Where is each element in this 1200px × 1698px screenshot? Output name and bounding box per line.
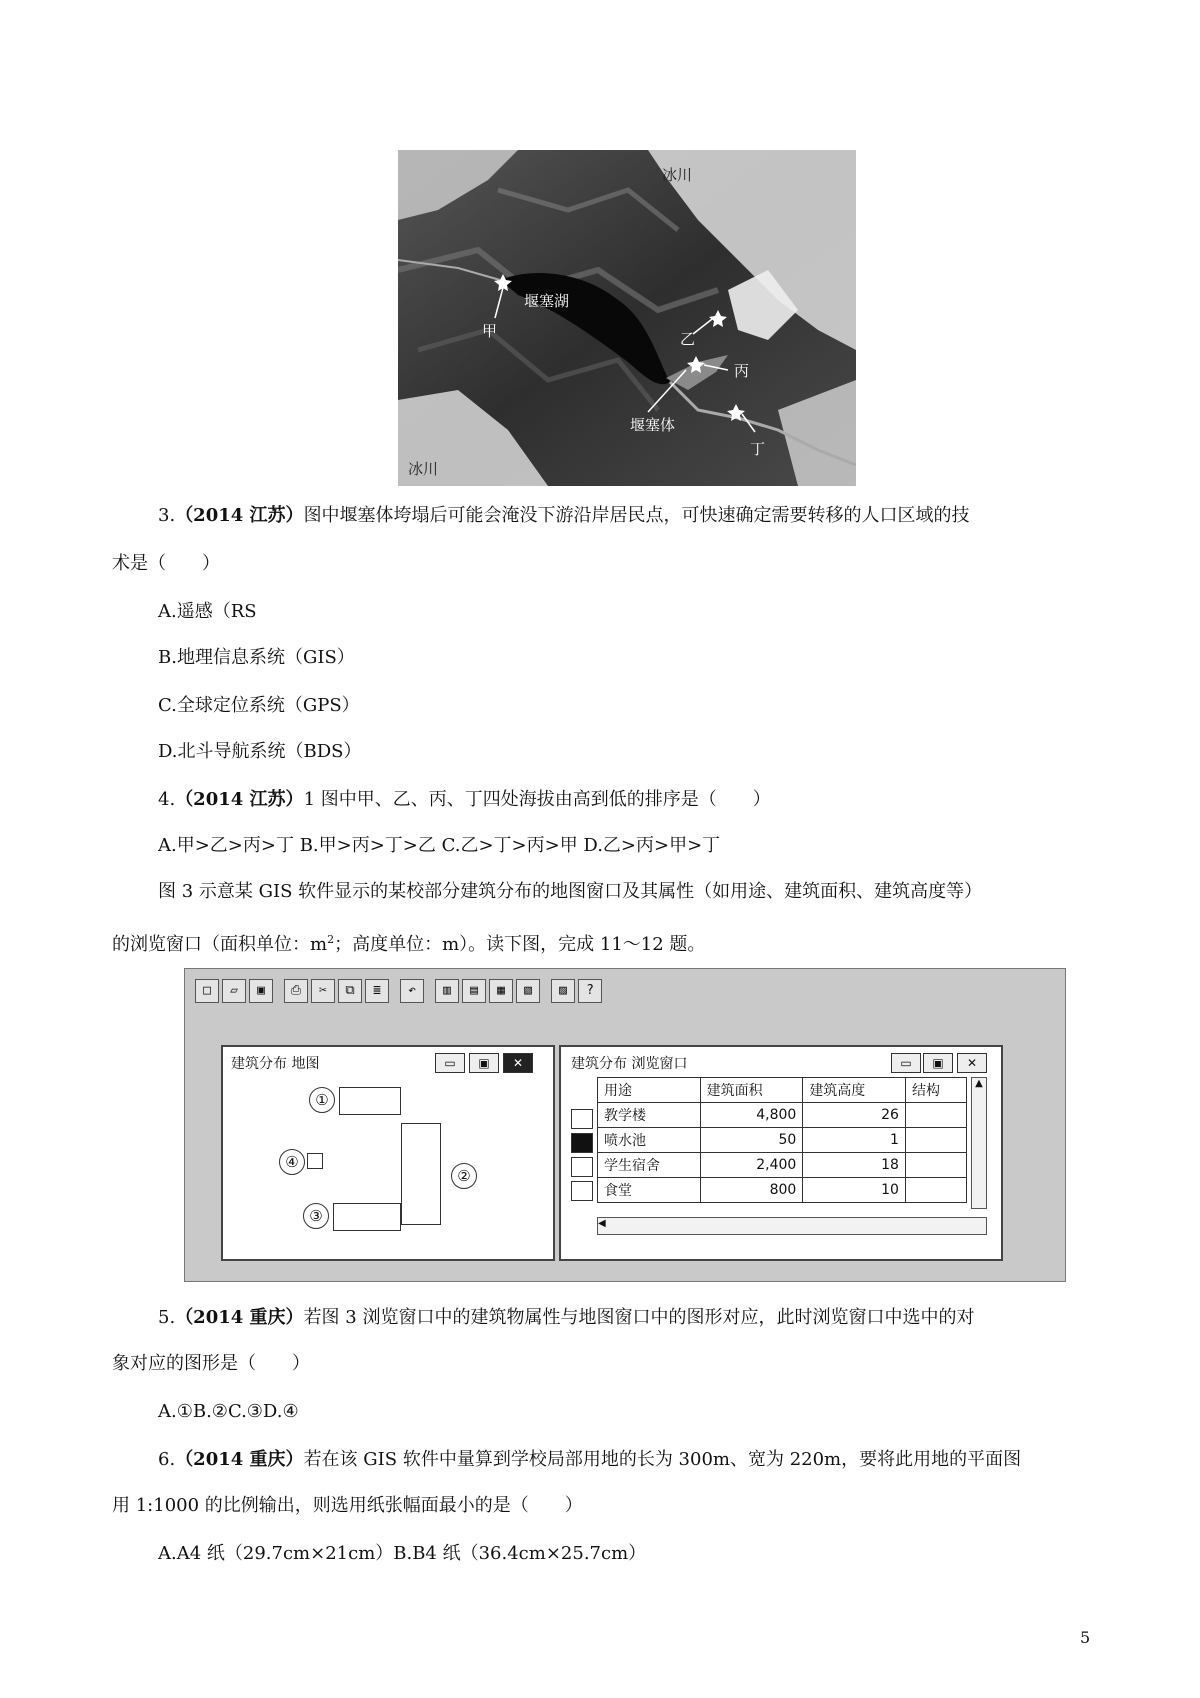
cell-area: 800 (700, 1178, 803, 1203)
col-header-area[interactable]: 建筑面积 (700, 1078, 803, 1103)
cell-area: 2,400 (700, 1153, 803, 1178)
q3-number: 3. (158, 505, 176, 526)
browse-window (559, 1045, 1003, 1261)
toolbar-button-11[interactable]: ▦ (489, 979, 513, 1003)
q4-number: 4. (158, 789, 176, 810)
browse-maximize-button[interactable]: ▣ (923, 1053, 953, 1073)
q3-source: （2014 江苏） (175, 505, 304, 526)
toolbar-button-8[interactable]: ↶ (400, 979, 424, 1003)
q6-number: 6. (158, 1449, 176, 1470)
cell-use: 教学楼 (598, 1103, 701, 1128)
cell-use: 学生宿舍 (598, 1153, 701, 1178)
q6-line (158, 1448, 1021, 1472)
toolbar-button-12[interactable]: ▧ (516, 979, 540, 1003)
q6-options: A.A4 纸（29.7cm×21cm）B.B4 纸（36.4cm×25.7cm） (158, 1543, 647, 1564)
cell-structure (905, 1153, 966, 1178)
q6-source: （2014 重庆） (175, 1449, 304, 1470)
map-building-1[interactable] (339, 1087, 401, 1115)
q3-text: 图中堰塞体垮塌后可能会淹没下游沿岸居民点，可快速确定需要转移的人口区域的技 (303, 505, 970, 526)
col-header-structure[interactable]: 结构 (905, 1078, 966, 1103)
toolbar-button-14[interactable]: ? (578, 979, 602, 1003)
vertical-scrollbar[interactable]: ▲ (971, 1077, 987, 1209)
map-label-1: ① (309, 1087, 335, 1113)
attribute-table (597, 1077, 967, 1203)
q3-option-a: A.遥感（RS (158, 601, 257, 622)
table-row[interactable] (598, 1153, 967, 1178)
q4-source: （2014 江苏） (175, 789, 304, 810)
cell-area: 50 (700, 1128, 803, 1153)
label-glacier-top: 冰川 (662, 166, 693, 184)
map-label-4: ④ (279, 1149, 305, 1175)
toolbar-button-7[interactable]: ≣ (365, 979, 389, 1003)
cell-height: 10 (803, 1178, 906, 1203)
q4-text: 1 图中甲、乙、丙、丁四处海拔由高到低的排序是（ ） (303, 789, 771, 810)
label-lake: 堰塞湖 (524, 292, 570, 310)
intro-line1: 图 3 示意某 GIS 软件显示的某校部分建筑分布的地图窗口及其属性（如用途、建筑面积、建筑高度等） (158, 881, 983, 902)
toolbar-button-2[interactable]: ▱ (222, 979, 246, 1003)
label-jia: 甲 (482, 322, 498, 340)
q6-line2: 用 1:1000 的比例输出，则选用纸张幅面最小的是（ ） (112, 1495, 583, 1516)
label-ding: 丁 (750, 440, 766, 458)
label-dam: 堰塞体 (630, 416, 676, 434)
toolbar-button-1[interactable]: □ (195, 979, 219, 1003)
gis-software-figure (184, 968, 1066, 1282)
cell-structure (905, 1178, 966, 1203)
intro-sup: 2 (327, 933, 335, 946)
cell-height: 18 (803, 1153, 906, 1178)
col-header-height[interactable]: 建筑高度 (803, 1078, 906, 1103)
cell-height: 1 (803, 1128, 906, 1153)
row-marker-1[interactable] (571, 1109, 593, 1129)
toolbar-button-13[interactable]: ▨ (551, 979, 575, 1003)
q5-line2: 象对应的图形是（ ） (112, 1353, 310, 1374)
toolbar-button-3[interactable]: ▣ (249, 979, 273, 1003)
toolbar-button-6[interactable]: ⧉ (338, 979, 362, 1003)
table-row[interactable] (598, 1128, 967, 1153)
cell-structure (905, 1103, 966, 1128)
q3-option-d: D.北斗导航系统（BDS） (158, 741, 362, 762)
map-building-4[interactable] (307, 1153, 323, 1169)
q4-options: A.甲>乙>丙>丁 B.甲>丙>丁>乙 C.乙>丁>丙>甲 D.乙>丙>甲>丁 (158, 835, 721, 856)
map-building-3[interactable] (333, 1203, 401, 1231)
col-header-use[interactable]: 用途 (598, 1078, 701, 1103)
map-building-2[interactable] (401, 1123, 441, 1225)
toolbar-button-5[interactable]: ✂ (311, 979, 335, 1003)
cell-use: 喷水池 (598, 1128, 701, 1153)
browse-close-button[interactable]: ✕ (957, 1053, 987, 1073)
toolbar-button-9[interactable]: ▥ (435, 979, 459, 1003)
intro-line2-b: ；高度单位：m）。读下图，完成 11～12 题。 (334, 934, 706, 955)
cell-height: 26 (803, 1103, 906, 1128)
table-body (598, 1103, 967, 1203)
map-maximize-button[interactable]: ▣ (469, 1053, 499, 1073)
page-number: 5 (1080, 1628, 1091, 1647)
row-marker-4[interactable] (571, 1181, 593, 1201)
browse-window-title: 建筑分布 浏览窗口 (571, 1056, 688, 1072)
q4-line (158, 788, 771, 812)
q3-line2: 术是（ ） (112, 553, 220, 574)
map-label-2: ② (451, 1163, 477, 1189)
q3-line1 (158, 504, 970, 528)
q5-source: （2014 重庆） (175, 1307, 304, 1328)
q5-text: 若图 3 浏览窗口中的建筑物属性与地图窗口中的图形对应，此时浏览窗口中选中的对 (303, 1307, 975, 1328)
row-marker-2-selected[interactable] (571, 1133, 593, 1153)
label-glacier-bottom: 冰川 (408, 460, 439, 478)
q6-text: 若在该 GIS 软件中量算到学校局部用地的长为 300m、宽为 220m，要将此用地的平面图 (303, 1449, 1022, 1470)
browse-minimize-button[interactable]: ▭ (891, 1053, 921, 1073)
label-yi: 乙 (680, 330, 696, 348)
toolbar-button-10[interactable]: ▤ (462, 979, 486, 1003)
map-minimize-button[interactable]: ▭ (435, 1053, 465, 1073)
q3-option-c: C.全球定位系统（GPS） (158, 695, 360, 716)
map-window (221, 1045, 555, 1261)
map-close-button[interactable]: ✕ (503, 1053, 533, 1073)
map-window-title: 建筑分布 地图 (231, 1056, 320, 1072)
satellite-image (398, 150, 856, 486)
horizontal-scrollbar[interactable]: ◀ (597, 1217, 987, 1235)
table-row[interactable] (598, 1178, 967, 1203)
intro-line2-a: 的浏览窗口（面积单位：m (112, 934, 328, 955)
cell-area: 4,800 (700, 1103, 803, 1128)
intro-line2 (112, 928, 705, 957)
q5-number: 5. (158, 1307, 176, 1328)
satellite-terrain (398, 150, 856, 486)
map-label-3: ③ (303, 1203, 329, 1229)
cell-use: 食堂 (598, 1178, 701, 1203)
row-marker-3[interactable] (571, 1157, 593, 1177)
q5-options: A.①B.②C.③D.④ (158, 1401, 299, 1422)
table-row[interactable] (598, 1103, 967, 1128)
label-bing: 丙 (734, 362, 750, 380)
q3-option-b: B.地理信息系统（GIS） (158, 647, 355, 668)
q5-line (158, 1306, 974, 1330)
table-header-row (598, 1078, 967, 1103)
cell-structure (905, 1128, 966, 1153)
toolbar-button-4[interactable]: ⎙ (284, 979, 308, 1003)
